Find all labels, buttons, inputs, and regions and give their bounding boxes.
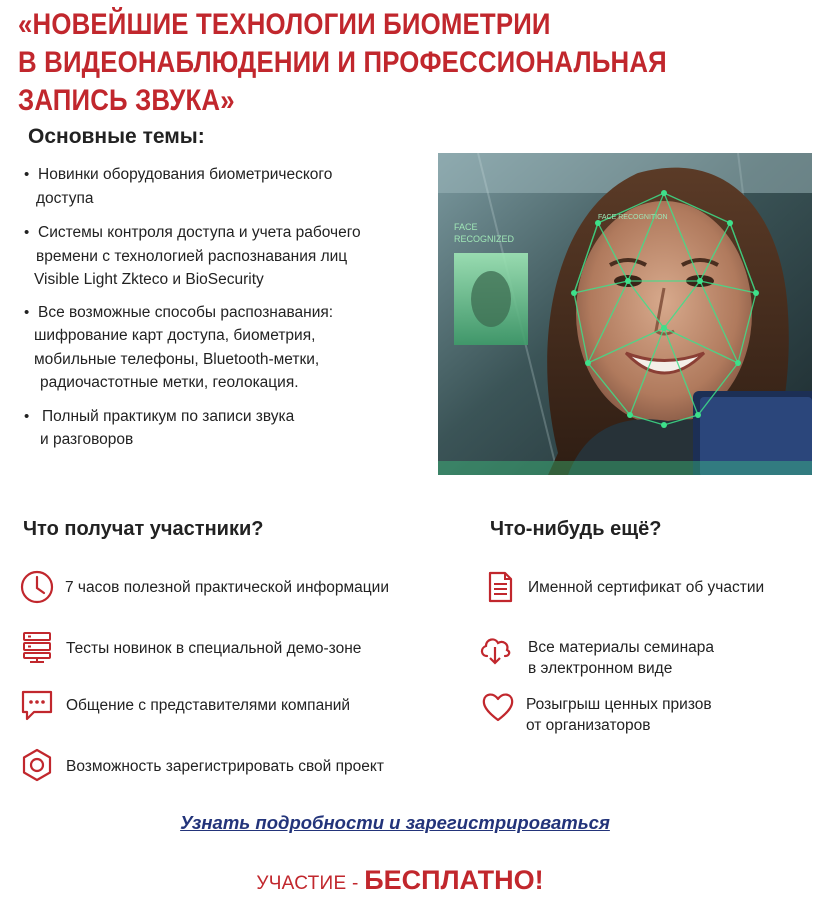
cloud-download-icon xyxy=(478,632,512,666)
topic-line: мобильные телефоны, Bluetooth-метки, xyxy=(34,350,320,368)
extras-item-text: Розыгрыш ценных призов xyxy=(526,696,712,713)
certificate-icon xyxy=(483,570,517,604)
face-recognition-image xyxy=(438,153,812,475)
participants-item-text: Общение с представителями компаний xyxy=(66,697,351,714)
free-participation-banner xyxy=(0,865,800,896)
free-emphasis: БЕСПЛАТНО! xyxy=(364,865,544,895)
participants-heading: Что получат участники? xyxy=(23,518,264,540)
topic-line: Полный практикум по записи звука xyxy=(42,407,295,425)
topic-item xyxy=(24,221,424,292)
topic-line: радиочастотные метки, геолокация. xyxy=(40,374,299,391)
face-recognized-label: RECOGNIZED xyxy=(454,234,515,244)
topic-item xyxy=(24,163,424,210)
extras-heading: Что-нибудь ещё? xyxy=(490,518,662,540)
bullet-icon: • xyxy=(24,303,30,321)
extras-item-text: в электронном виде xyxy=(528,660,673,677)
title-line-2: В ВИДЕОНАБЛЮДЕНИИ И ПРОФЕССИОНАЛЬНАЯ xyxy=(18,46,667,79)
topic-item xyxy=(24,301,424,395)
face-recognition-illustration xyxy=(438,153,812,475)
bullet-icon: • xyxy=(24,166,30,183)
bullet-icon: • xyxy=(24,224,30,241)
participants-item-text: 7 часов полезной практической информации xyxy=(65,579,389,596)
server-icon xyxy=(20,630,54,664)
title-line-3: ЗАПИСЬ ЗВУКА» xyxy=(18,84,235,117)
topic-line: Системы контроля доступа и учета рабочего xyxy=(38,224,361,241)
participants-item-text: Тесты новинок в специальной демо-зоне xyxy=(66,640,362,657)
extras-item-text: от организаторов xyxy=(526,717,651,734)
topics-heading: Основные темы: xyxy=(28,125,205,148)
extras-item-text: Именной сертификат об участии xyxy=(528,579,765,596)
topic-line: доступа xyxy=(36,189,94,207)
page-title xyxy=(18,6,697,120)
bullet-icon: • xyxy=(24,407,30,425)
face-recognized-label: FACE xyxy=(454,222,478,232)
chat-icon xyxy=(20,688,54,722)
topic-item xyxy=(24,405,424,452)
participants-item-text: Возможность зарегистрировать свой проект xyxy=(66,758,384,775)
title-line-1: «НОВЕЙШИЕ ТЕХНОЛОГИИ БИОМЕТРИИ xyxy=(18,8,551,41)
topic-line: шифрование карт доступа, биометрия, xyxy=(34,327,316,344)
topics-list xyxy=(24,163,424,448)
extras-item-text: Все материалы семинара xyxy=(528,639,714,656)
hexagon-icon xyxy=(20,748,54,782)
face-recognition-label: FACE RECOGNITION xyxy=(598,214,668,221)
heart-icon xyxy=(481,690,515,724)
details-register-link[interactable]: Узнать подробности и зарегистрироваться xyxy=(180,812,610,833)
topic-line: времени с технологией распознавания лиц xyxy=(36,247,348,265)
topic-line: Новинки оборудования биометрического xyxy=(38,166,333,183)
topic-line: Все возможные способы распознавания: xyxy=(38,303,334,321)
topic-line: Visible Light Zkteco и BioSecurity xyxy=(34,271,264,288)
free-prefix: УЧАСТИЕ - xyxy=(256,873,365,894)
topic-line: и разговоров xyxy=(40,431,134,448)
clock-icon xyxy=(20,570,54,604)
